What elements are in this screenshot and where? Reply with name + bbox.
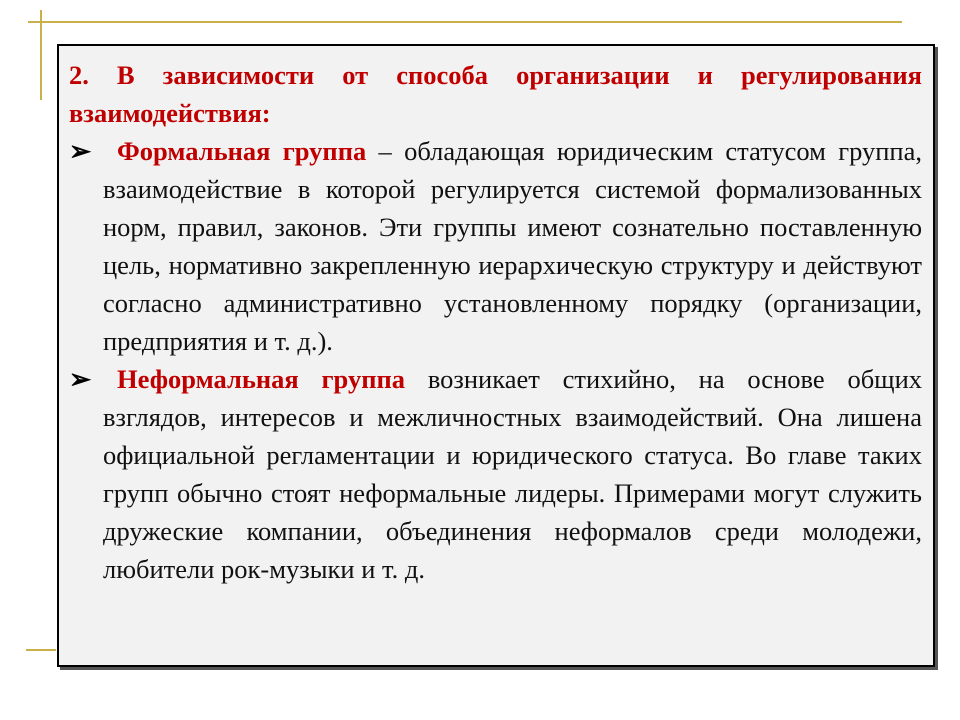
- list-item-informal-group: [69, 360, 922, 588]
- decorative-top-line: [28, 21, 902, 23]
- term-informal-group: Неформальная группа: [117, 364, 405, 394]
- arrowhead-bullet-icon: ➢: [69, 364, 92, 394]
- content-text-box: [57, 44, 935, 667]
- term-formal-group: Формальная группа: [117, 136, 367, 166]
- decorative-bottom-line: [26, 649, 56, 651]
- definition-informal-group: возникает стихийно, на основе общих взглядов, интересов и межличностных взаимодействий. Она лишена официальной регламентации и юридического статуса. Во главе таких групп обычно стоят неформальные лидеры. Примерами могут служить дружеские компании, объединения неформалов среди молодежи, любители рок-музыки и т. д.: [103, 364, 923, 584]
- list-item-formal-group: [69, 132, 922, 360]
- definition-formal-group: – обладающая юридическим статусом группа, взаимодействие в которой регулируется системой формализованных норм, правил, законов. Эти группы имеют сознательно поставленную цель, нормативно закрепленную иерархическую структуру и действуют согласно административно установленному порядку (организации, предприятия и т. д.).: [103, 136, 922, 356]
- section-heading: 2. В зависимости от способа организации и регулирования взаимодействия:: [69, 60, 922, 128]
- arrowhead-bullet-icon: ➢: [69, 136, 92, 166]
- decorative-left-line: [40, 10, 42, 100]
